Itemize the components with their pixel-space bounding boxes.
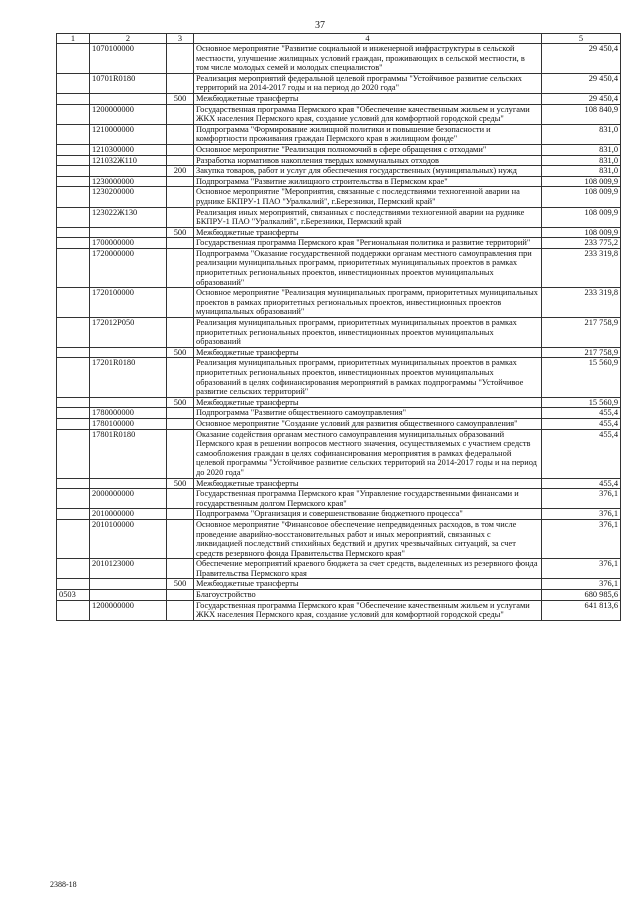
table-row <box>57 288 621 318</box>
table-row <box>57 489 621 509</box>
target-code: 1230200000 <box>90 187 167 207</box>
amount: 217 758,9 <box>542 347 621 358</box>
section-code <box>57 248 90 287</box>
table-row <box>57 418 621 429</box>
section-code <box>57 227 90 238</box>
table-row <box>57 93 621 104</box>
item-name: Государственная программа Пермского края "Обеспечение качественным жильем и услугами ЖКХ населения Пермского края, создание условий для комфортной городской среды" <box>194 104 542 124</box>
amount: 455,4 <box>542 429 621 478</box>
target-code <box>90 166 167 177</box>
expense-type <box>167 408 194 419</box>
amount: 680 985,6 <box>542 590 621 601</box>
target-code <box>90 227 167 238</box>
table-row <box>57 397 621 408</box>
section-code <box>57 288 90 318</box>
table-row <box>57 44 621 74</box>
item-name: Подпрограмма "Формирование жилищной политики и повышение безопасности и комфортности проживания граждан Пермского края в жилищном фонде" <box>194 124 542 144</box>
item-name: Разработка нормативов накопления твердых коммунальных отходов <box>194 155 542 166</box>
target-code: 1720100000 <box>90 288 167 318</box>
expense-type: 200 <box>167 166 194 177</box>
target-code: 2010100000 <box>90 519 167 558</box>
header-col-1: 1 <box>57 34 90 44</box>
amount: 233 775,2 <box>542 238 621 249</box>
expense-type <box>167 318 194 348</box>
table-row <box>57 559 621 579</box>
table-body <box>57 44 621 621</box>
amount: 29 450,4 <box>542 44 621 74</box>
section-code <box>57 155 90 166</box>
table-row <box>57 207 621 227</box>
table-row <box>57 318 621 348</box>
item-name: Благоустройство <box>194 590 542 601</box>
item-name: Межбюджетные трансферты <box>194 478 542 489</box>
section-code <box>57 429 90 478</box>
section-code: 0503 <box>57 590 90 601</box>
expense-type <box>167 509 194 520</box>
expense-type: 500 <box>167 347 194 358</box>
section-code <box>57 358 90 397</box>
section-code <box>57 418 90 429</box>
expense-type <box>167 600 194 620</box>
target-code: 17801R0180 <box>90 429 167 478</box>
item-name: Основное мероприятие "Создание условий для развития общественного самоуправления" <box>194 418 542 429</box>
item-name: Подпрограмма "Развитие общественного самоуправления" <box>194 408 542 419</box>
target-code: 123022Ж130 <box>90 207 167 227</box>
target-code <box>90 590 167 601</box>
item-name: Закупка товаров, работ и услуг для обеспечения государственных (муниципальных) нужд <box>194 166 542 177</box>
amount: 376,1 <box>542 579 621 590</box>
item-name: Основное мероприятие "Развитие социальной и инженерной инфраструктуры в сельской местности, улучшение жилищных условий граждан, проживающих в сельской местности, в том числе молодых семей и молодых специалистов" <box>194 44 542 74</box>
expense-type: 500 <box>167 478 194 489</box>
table-row <box>57 187 621 207</box>
expense-type <box>167 144 194 155</box>
amount: 641 813,6 <box>542 600 621 620</box>
target-code: 121032Ж110 <box>90 155 167 166</box>
section-code <box>57 478 90 489</box>
header-row <box>57 34 621 44</box>
amount: 29 450,4 <box>542 73 621 93</box>
amount: 831,0 <box>542 166 621 177</box>
amount: 831,0 <box>542 144 621 155</box>
section-code <box>57 207 90 227</box>
section-code <box>57 166 90 177</box>
target-code: 1780100000 <box>90 418 167 429</box>
amount: 15 560,9 <box>542 397 621 408</box>
target-code: 1200000000 <box>90 600 167 620</box>
table-row <box>57 358 621 397</box>
table-row <box>57 509 621 520</box>
section-code <box>57 600 90 620</box>
target-code <box>90 347 167 358</box>
expense-type <box>167 155 194 166</box>
table-row <box>57 347 621 358</box>
amount: 455,4 <box>542 418 621 429</box>
expense-type <box>167 559 194 579</box>
amount: 108 009,9 <box>542 176 621 187</box>
section-code <box>57 238 90 249</box>
item-name: Реализация муниципальных программ, приоритетных муниципальных проектов в рамках приоритетных региональных проектов, инвестиционных проектов муниципальных образований в целях софинансирования мероприятий в рамках подпрограммы "Устойчивое развитие сельских территорий" <box>194 358 542 397</box>
item-name: Основное мероприятие "Финансовое обеспечение непредвиденных расходов, в том числе проведение аварийно-восстановительных работ и иных мероприятий, связанных с ликвидацией последствий стихийных бедствий и других чрезвычайных ситуаций, за счет средств резервного фонда Правительства Пермского края" <box>194 519 542 558</box>
expense-type <box>167 238 194 249</box>
section-code <box>57 509 90 520</box>
table-row <box>57 600 621 620</box>
page-number: 37 <box>315 20 325 31</box>
section-code <box>57 519 90 558</box>
target-code: 17201R0180 <box>90 358 167 397</box>
item-name: Реализация муниципальных программ, приоритетных муниципальных проектов в рамках приоритетных региональных проектов, инвестиционных проектов муниципальных образований <box>194 318 542 348</box>
header-col-4: 4 <box>194 34 542 44</box>
section-code <box>57 408 90 419</box>
header-col-3: 3 <box>167 34 194 44</box>
section-code <box>57 144 90 155</box>
section-code <box>57 397 90 408</box>
item-name: Реализация иных мероприятий, связанных с последствиями техногенной аварии на руднике БКПРУ-1 ПАО "Уралкалий", г.Березники, Пермский край <box>194 207 542 227</box>
table-row <box>57 408 621 419</box>
table-row <box>57 227 621 238</box>
expense-type <box>167 248 194 287</box>
amount: 108 840,9 <box>542 104 621 124</box>
amount: 217 758,9 <box>542 318 621 348</box>
table-row <box>57 238 621 249</box>
target-code: 172012Р050 <box>90 318 167 348</box>
item-name: Подпрограмма "Развитие жилищного строительства в Пермском крае" <box>194 176 542 187</box>
section-code <box>57 579 90 590</box>
section-code <box>57 73 90 93</box>
table-row <box>57 590 621 601</box>
item-name: Реализация мероприятий федеральной целевой программы "Устойчивое развитие сельских территорий на 2014-2017 годы и на период до 2020 года" <box>194 73 542 93</box>
table-row <box>57 124 621 144</box>
section-code <box>57 104 90 124</box>
section-code <box>57 559 90 579</box>
header-col-2: 2 <box>90 34 167 44</box>
amount: 15 560,9 <box>542 358 621 397</box>
document-code: 2388-18 <box>50 880 77 889</box>
expense-type <box>167 590 194 601</box>
target-code: 2010000000 <box>90 509 167 520</box>
item-name: Межбюджетные трансферты <box>194 93 542 104</box>
target-code: 1720000000 <box>90 248 167 287</box>
amount: 29 450,4 <box>542 93 621 104</box>
section-code <box>57 176 90 187</box>
target-code: 1700000000 <box>90 238 167 249</box>
expense-type: 500 <box>167 227 194 238</box>
target-code: 1210300000 <box>90 144 167 155</box>
amount: 376,1 <box>542 489 621 509</box>
table-row <box>57 478 621 489</box>
target-code <box>90 93 167 104</box>
target-code: 10701R0180 <box>90 73 167 93</box>
section-code <box>57 318 90 348</box>
item-name: Межбюджетные трансферты <box>194 397 542 408</box>
amount: 233 319,8 <box>542 248 621 287</box>
amount: 108 009,9 <box>542 227 621 238</box>
item-name: Основное мероприятие "Мероприятия, связанные с последствиями техногенной аварии на руднике БКПРУ-1 ПАО "Уралкалий", г.Березники, Пермский край" <box>194 187 542 207</box>
table-row <box>57 144 621 155</box>
amount: 108 009,9 <box>542 187 621 207</box>
table-row <box>57 176 621 187</box>
target-code: 2010123000 <box>90 559 167 579</box>
table-row <box>57 248 621 287</box>
target-code <box>90 579 167 590</box>
expense-type <box>167 489 194 509</box>
target-code: 1780000000 <box>90 408 167 419</box>
header-col-5: 5 <box>542 34 621 44</box>
expense-type <box>167 73 194 93</box>
expense-type <box>167 104 194 124</box>
target-code: 1070100000 <box>90 44 167 74</box>
expense-type: 500 <box>167 397 194 408</box>
target-code <box>90 397 167 408</box>
section-code <box>57 93 90 104</box>
section-code <box>57 44 90 74</box>
table-row <box>57 429 621 478</box>
expense-type <box>167 288 194 318</box>
table-row <box>57 104 621 124</box>
item-name: Оказание содействия органам местного самоуправления муниципальных образований Пермского края в решении вопросов местного значения, осуществляемых с участием средств самообложения граждан в целях софинансирования мероприятия в рамках федеральной целевой программы "Устойчивое развитие сельских территорий на 2014-2017 годы и на период до 2020 года" <box>194 429 542 478</box>
target-code: 1230000000 <box>90 176 167 187</box>
table-row <box>57 155 621 166</box>
amount: 455,4 <box>542 478 621 489</box>
table-row <box>57 519 621 558</box>
table-row <box>57 166 621 177</box>
amount: 108 009,9 <box>542 207 621 227</box>
expense-type <box>167 519 194 558</box>
expense-type: 500 <box>167 93 194 104</box>
expense-type <box>167 358 194 397</box>
expense-type <box>167 176 194 187</box>
expense-type <box>167 187 194 207</box>
expense-type <box>167 44 194 74</box>
item-name: Основное мероприятие "Реализация муниципальных программ, приоритетных муниципальных проектов в рамках приоритетных региональных проектов, инвестиционных проектов муниципальных образований" <box>194 288 542 318</box>
expense-type <box>167 207 194 227</box>
target-code <box>90 478 167 489</box>
item-name: Подпрограмма "Организация и совершенствование бюджетного процесса" <box>194 509 542 520</box>
item-name: Государственная программа Пермского края "Управление государственными финансами и государственным долгом Пермского края" <box>194 489 542 509</box>
amount: 233 319,8 <box>542 288 621 318</box>
item-name: Государственная программа Пермского края "Региональная политика и развитие территорий" <box>194 238 542 249</box>
target-code: 2000000000 <box>90 489 167 509</box>
target-code: 1210000000 <box>90 124 167 144</box>
section-code <box>57 489 90 509</box>
expense-type: 500 <box>167 579 194 590</box>
section-code <box>57 187 90 207</box>
item-name: Подпрограмма "Оказание государственной поддержки органам местного самоуправления при реализации муниципальных программ, приоритетных муниципальных проектов в рамках приоритетных региональных проектов, инвестиционных проектов муниципальных образований" <box>194 248 542 287</box>
amount: 831,0 <box>542 124 621 144</box>
amount: 376,1 <box>542 509 621 520</box>
item-name: Обеспечение мероприятий краевого бюджета за счет средств, выделенных из резервного фонда Правительства Пермского края <box>194 559 542 579</box>
expense-type <box>167 418 194 429</box>
section-code <box>57 347 90 358</box>
item-name: Основное мероприятие "Реализация полномочий в сфере обращения с отходами" <box>194 144 542 155</box>
item-name: Государственная программа Пермского края "Обеспечение качественным жильем и услугами ЖКХ населения Пермского края, создание условий для комфортной городской среды" <box>194 600 542 620</box>
item-name: Межбюджетные трансферты <box>194 347 542 358</box>
budget-table <box>56 33 621 621</box>
amount: 376,1 <box>542 559 621 579</box>
item-name: Межбюджетные трансферты <box>194 579 542 590</box>
section-code <box>57 124 90 144</box>
table-row <box>57 579 621 590</box>
item-name: Межбюджетные трансферты <box>194 227 542 238</box>
table-row <box>57 73 621 93</box>
amount: 376,1 <box>542 519 621 558</box>
amount: 455,4 <box>542 408 621 419</box>
expense-type <box>167 429 194 478</box>
expense-type <box>167 124 194 144</box>
target-code: 1200000000 <box>90 104 167 124</box>
amount: 831,0 <box>542 155 621 166</box>
